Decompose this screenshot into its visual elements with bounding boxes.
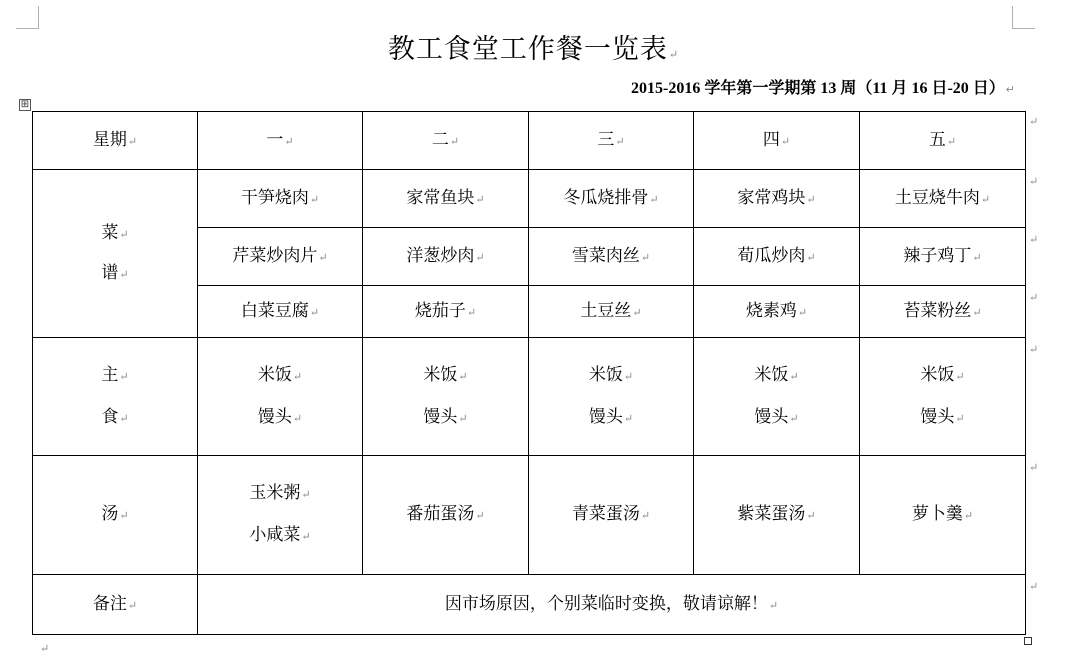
dish-cell: 冬瓜烧排骨↵ bbox=[529, 170, 694, 228]
day-header: 三↵ bbox=[529, 112, 694, 170]
staple-cell: 米饭↵ 馒头↵ bbox=[860, 338, 1026, 456]
row-end-mark: ↵ bbox=[1029, 175, 1039, 188]
row-end-mark: ↵ bbox=[1029, 461, 1039, 474]
page-title: 教工食堂工作餐一览表↵ bbox=[387, 34, 680, 65]
table-resize-handle[interactable] bbox=[1024, 637, 1032, 645]
weekday-label-cell: 星期↵ bbox=[33, 112, 198, 170]
dish-cell: 雪菜肉丝↵ bbox=[529, 228, 694, 286]
staple-row bbox=[33, 338, 1026, 456]
day-header: 五↵ bbox=[860, 112, 1026, 170]
staple-cell: 米饭↵ 馒头↵ bbox=[529, 338, 694, 456]
row-end-mark: ↵ bbox=[1029, 115, 1039, 128]
dish-cell: 烧素鸡↵ bbox=[694, 286, 860, 338]
row-end-mark: ↵ bbox=[1029, 233, 1039, 246]
remarks-text-cell: 因市场原因，个别菜临时变换，敬请谅解！↵ bbox=[198, 575, 1026, 635]
day-header: 四↵ bbox=[694, 112, 860, 170]
remarks-row bbox=[33, 575, 1026, 635]
dish-cell: 芹菜炒肉片↵ bbox=[198, 228, 363, 286]
soup-cell: 番茄蛋汤↵ bbox=[363, 456, 529, 575]
header-row bbox=[33, 112, 1026, 170]
dish-cell: 白菜豆腐↵ bbox=[198, 286, 363, 338]
soup-cell: 萝卜羹↵ bbox=[860, 456, 1026, 575]
table-move-handle[interactable]: ⊞ bbox=[20, 99, 30, 110]
dish-cell: 辣子鸡丁↵ bbox=[860, 228, 1026, 286]
dish-cell: 家常鱼块↵ bbox=[363, 170, 529, 228]
menu-label-cell: 菜↵ 谱↵ bbox=[33, 170, 198, 338]
soup-cell: 青菜蛋汤↵ bbox=[529, 456, 694, 575]
staple-cell: 米饭↵ 馒头↵ bbox=[694, 338, 860, 456]
soup-row bbox=[33, 456, 1026, 575]
crop-mark-top-left bbox=[16, 6, 39, 29]
dish-cell: 苔菜粉丝↵ bbox=[860, 286, 1026, 338]
dish-cell: 土豆丝↵ bbox=[529, 286, 694, 338]
dish-cell: 家常鸡块↵ bbox=[694, 170, 860, 228]
dish-cell: 土豆烧牛肉↵ bbox=[860, 170, 1026, 228]
menu-row bbox=[33, 170, 1026, 228]
row-end-mark: ↵ bbox=[1029, 291, 1039, 304]
row-end-mark: ↵ bbox=[1029, 580, 1039, 593]
soup-cell: 紫菜蛋汤↵ bbox=[694, 456, 860, 575]
dish-cell: 烧茄子↵ bbox=[363, 286, 529, 338]
dish-cell: 干笋烧肉↵ bbox=[198, 170, 363, 228]
day-header: 二↵ bbox=[363, 112, 529, 170]
document-end-mark: ↵ bbox=[40, 642, 50, 655]
staple-cell: 米饭↵ 馒头↵ bbox=[363, 338, 529, 456]
menu-table bbox=[32, 111, 1026, 635]
day-header: 一↵ bbox=[198, 112, 363, 170]
week-subtitle: 2015-2016 学年第一学期第 13 周（11 月 16 日-20 日）↵ bbox=[631, 80, 1015, 97]
soup-label-cell: 汤↵ bbox=[33, 456, 198, 575]
row-end-mark: ↵ bbox=[1029, 343, 1039, 356]
staple-label-cell: 主↵ 食↵ bbox=[33, 338, 198, 456]
soup-cell: 玉米粥↵ 小咸菜↵ bbox=[198, 456, 363, 575]
dish-cell: 荀瓜炒肉↵ bbox=[694, 228, 860, 286]
dish-cell: 洋葱炒肉↵ bbox=[363, 228, 529, 286]
crop-mark-top-right bbox=[1012, 6, 1035, 29]
remarks-label-cell: 备注↵ bbox=[33, 575, 198, 635]
staple-cell: 米饭↵ 馒头↵ bbox=[198, 338, 363, 456]
